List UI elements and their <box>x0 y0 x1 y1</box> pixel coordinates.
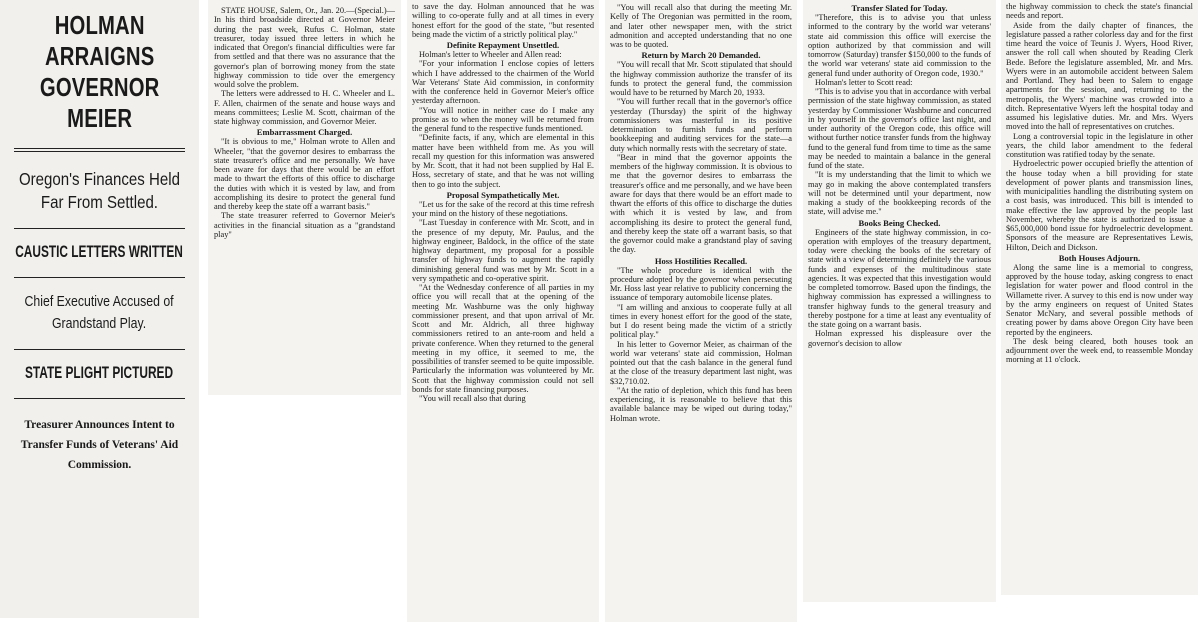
subheading: Embarrassment Charged. <box>256 127 353 138</box>
subheading: Definite Repayment Unsettled. <box>446 40 560 50</box>
article-column-5 <box>1001 0 1198 595</box>
subheading: Transfer Slated for Today. <box>851 3 948 13</box>
paragraph: the highway commission to check the state's financial needs and report. <box>1006 2 1193 21</box>
paragraph: "Bear in mind that the governor appoints the members of the highway commission. It is obvious to me that the governor desires to embarrass the treasurer's office and me personally, and we have been aware for days that there would be an effort made to thwart the efforts of this office to discharge the duties with which it is vested by law, and from accomplishing its desire to protect the general fund, and thereby keep the state off a warrant basis, so that the governor could make a grandstand play of saving the day. <box>610 152 792 255</box>
paragraph: Engineers of the state highway commission, in co-operation with employes of the treasury department, today were checking the books of the secretary of state with a view of determining definitely the various funds and expenses of the multitudinous state agencies. It was expected that this investigation would be completed tomorrow. Based upon the findings, the highway commission has expressed a willingness to transfer highway funds to the general treasury and thereby postpone for a time at least any eventuality of the state going on a warrant basis. <box>808 227 991 329</box>
subheading: Return by March 20 Demanded. <box>641 50 761 61</box>
subheading: Both Houses Adjourn. <box>1058 252 1141 263</box>
article-column-2 <box>407 0 599 622</box>
subheading: Hoss Hostilities Recalled. <box>654 255 748 266</box>
paragraph: "You will recall that Mr. Scott stipulated that should the highway commission authorize the transfer of its funds to protect the general fund, the commission would have to be returned by March 20, 1933. <box>610 60 792 97</box>
paragraph: "You will notice in neither case do I make any promise as to when the money will be returned from the general fund to the respective funds mentioned. <box>412 105 594 133</box>
headline-column <box>0 0 199 618</box>
divider <box>14 349 185 350</box>
paragraph: "It is obvious to me," Holman wrote to Allen and Wheeler, "that the governor desires to embarrass the state treasurer's office and me personally. We have been aware for days that there would be an effort made to thwart the efforts of this office to discharge the duties with which it is vested by law, and from accomplishing its desire to protect the general fund and thereby keep the state off a warrant basis." <box>214 137 395 211</box>
divider <box>14 151 185 152</box>
paragraph: The state treasurer referred to Governor Meier's activities in the financial situation as a "grandstand play" <box>214 211 395 239</box>
paragraph: "Definite facts, if any, which are elemental in this matter have been withheld from me. As you will recall my question for this information was answered by Mr. Scott, that it had not been supplied by Hal E. Hoss, secretary of state, and that he was not willing then to go into the subject. <box>412 133 594 189</box>
headline-deck-2: CAUSTIC LETTERS WRITTEN <box>15 243 184 261</box>
headline-line-2: GOVERNOR MEIER <box>39 72 160 133</box>
paragraph: "You will further recall that in the governor's office yesterday (Thursday) the spirit of the highway commissioners was masterful in its positive determination to furnish funds and perform bookkeeping and auditing services for the state—a duty which normally rests with the secretary of state. <box>610 97 792 153</box>
headline-deck-3: Chief Executive Accused of Grandstand Play. <box>24 293 175 332</box>
subheading: Books Being Checked. <box>858 217 941 228</box>
paragraph: In his letter to Governor Meier, as chairman of the world war veterans' state aid commission, Holman pointed out that the cash balance in the general fund at the close of the treasury department last night, was $32,710.02. <box>610 339 792 386</box>
paragraph: The letters were addressed to H. C. Wheeler and L. F. Allen, chairmen of the senate and house ways and means committees; Leslie M. Scott, chairman of the state highway commission, and Governor Meier. <box>214 89 395 126</box>
paragraph: Hydroelectric power occupied briefly the attention of the house today when a bill providing for state development of power plants and transmission lines, with municipalities handling the distributing system on a cost basis, was introduced. This bill is intended to make effective the law approved by the people last November, whereby the state is authorized to issue a $65,000,000 bond issue for hydroelectric development. Sponsors of the measure are Representatives Lewis, Hilton, Deich and Dickson. <box>1006 159 1193 252</box>
paragraph: Holman's letter to Scott read: <box>815 77 913 87</box>
paragraph: "The whole procedure is identical with the procedure adopted by the governor when persecuting Mr. Hoss last year relative to publicity concerning the issuance of temporary automobile license plates. <box>610 265 792 303</box>
paragraph: "This is to advise you that in accordance with verbal permission of the state highway commission, as stated yesterday by Commissioner Washburne and concurred in by yourself in the governor's office last night, and under authority of the Oregon code, this office will without further notice transfer funds from the highway fund to the general fund from time to time as the same may be needed to maintain a balance in the general fund of the state. <box>808 87 991 170</box>
headline-main <box>6 10 193 134</box>
paragraph: Along the same line is a memorial to congress, approved by the house today, asking congress to enact legislation for water power and flood control in the Willamette river. A survey to this end is now under way by the army engineers on request of United States Senator McNary, and several possible methods of creating power by dams above Oregon City have been reported by the engineers. <box>1006 262 1193 337</box>
divider <box>14 148 185 149</box>
divider <box>14 228 185 229</box>
article-column-4 <box>803 0 996 602</box>
subheading: Proposal Sympathetically Met. <box>446 189 560 200</box>
article-column-3 <box>605 0 797 622</box>
divider <box>14 277 185 278</box>
paragraph: "Let us for the sake of the record at this time refresh your mind on the history of these negotiations. <box>412 199 594 218</box>
paragraph: Holman expressed his displeasure over the governor's decision to allow <box>808 329 991 348</box>
paragraph: The desk being cleared, both houses took an adjournment over the week end, to reassemble Monday morning at 11 o'clock. <box>1006 336 1193 365</box>
paragraph: Aside from the daily chapter of finances, the legislature passed a rather colorless day and for the first time heard the voice of Teunis J. Wyers, Hood River, answer the roll call when shouted by Reading Clerk Bede. Before the legislature assembled, Mr. and Mrs. Wyers were in an automobile accident between Salem and Portland. They had been to Salem to engage apartments for the session, and, returning to the metropolis, the Wyers' machine was crowded into a ditch. Representative Wyers left the hospital today and assumed his legislative duties. Mr. and Mrs. Wyers moved into the hall of representatives on crutches. <box>1006 20 1193 132</box>
headline-line-1: HOLMAN ARRAIGNS <box>44 10 155 71</box>
headline-deck-5: Treasurer Announces Intent to Transfer Funds of Veterans' Aid Commission. <box>20 419 179 471</box>
headline-deck-4: STATE PLIGHT PICTURED <box>25 364 174 382</box>
paragraph: STATE HOUSE, Salem, Or., Jan. 20.—(Special.)—In his third broadside directed at Governor Meier during the past week, Rufus C. Holman, state treasurer, today issued three letters in which he indicated that Oregon's financial difficulties were far from settled and that there was no assurance that the governor's plan of borrowing money from the state highway commission to tide over the emergency would solve the problem. <box>214 6 395 89</box>
paragraph: "I am willing and anxious to cooperate fully at all times in every honest effort for the good of the state, but I do resent being made the victim of a strictly political play." <box>610 302 792 340</box>
paragraph: "It is my understanding that the limit to which we may go in making the above contemplated transfers will not be determined until your department, now making a study of the bookkeeping records of the state, will advise me." <box>808 170 991 217</box>
paragraph: "At the ratio of depletion, which this fund has been experiencing, it is reasonable to believe that this available balance may be wiped out during today," Holman wrote. <box>610 385 792 423</box>
article-column-1 <box>208 0 401 395</box>
paragraph: Holman's letter to Wheeler and Allen read: <box>419 50 562 59</box>
paragraph: to save the day. Holman announced that he was willing to co-operate fully and at all times in every honest effort for the good of the state, "but resented being made the victim of a strictly political play." <box>412 2 594 39</box>
paragraph: "At the Wednesday conference of all parties in my office you will recall that at the opening of the meeting Mr. Washburne was the only highway commissioner present, and that upon arrival of Mr. Scott and Mr. Aldrich, all three highway commissioners retired to an ante-room and held a private conference. When they returned to the general meeting in my office, it seemed to me, the possibilities of transfer seemed to be quite impossible. Particularly the information was volunteered by Mr. Scott that the highway commission could not sell bonds for state financing purposes. <box>412 283 594 394</box>
paragraph: "You will recall also that during the meeting Mr. Kelly of The Oregonian was permitted in the room, and later other newspaper men, with the strict admonition and accepted understanding that no one was to be quoted. <box>610 3 792 49</box>
paragraph: "Therefore, this is to advise you that unless informed to the contrary by the world war veterans' state aid commission this office will exercise the option authorized by that commission and will tomorrow (Saturday) transfer $150,000 to the funds of the world war veterans' state aid commission to the general fund under authority of Oregon code, 1930." <box>808 13 991 78</box>
paragraph: Long a controversial topic in the legislature in other years, the child labor amendment to the federal constitution was ratified today by the senate. <box>1006 131 1193 159</box>
divider <box>14 398 185 399</box>
headline-deck-1: Oregon's Finances Held Far From Settled. <box>19 169 180 212</box>
paragraph: "For your information I enclose copies of letters which I have addressed to the chairmen of the World War Veterans' State Aid commission, in conformity with the conference held in Governor Meier's office yesterday afternoon. <box>412 59 594 106</box>
paragraph: "You will recall also that during <box>419 394 526 403</box>
paragraph: "Last Tuesday in conference with Mr. Scott, and in the presence of my deputy, Mr. Paulus, and the highway engineer, Baldock, in the office of the state highway department, my proposal for a possible transfer of highway funds to augment the rapidly diminishing general fund was met by Mr. Scott in a very sympathetic and co-operative spirit. <box>412 218 594 283</box>
